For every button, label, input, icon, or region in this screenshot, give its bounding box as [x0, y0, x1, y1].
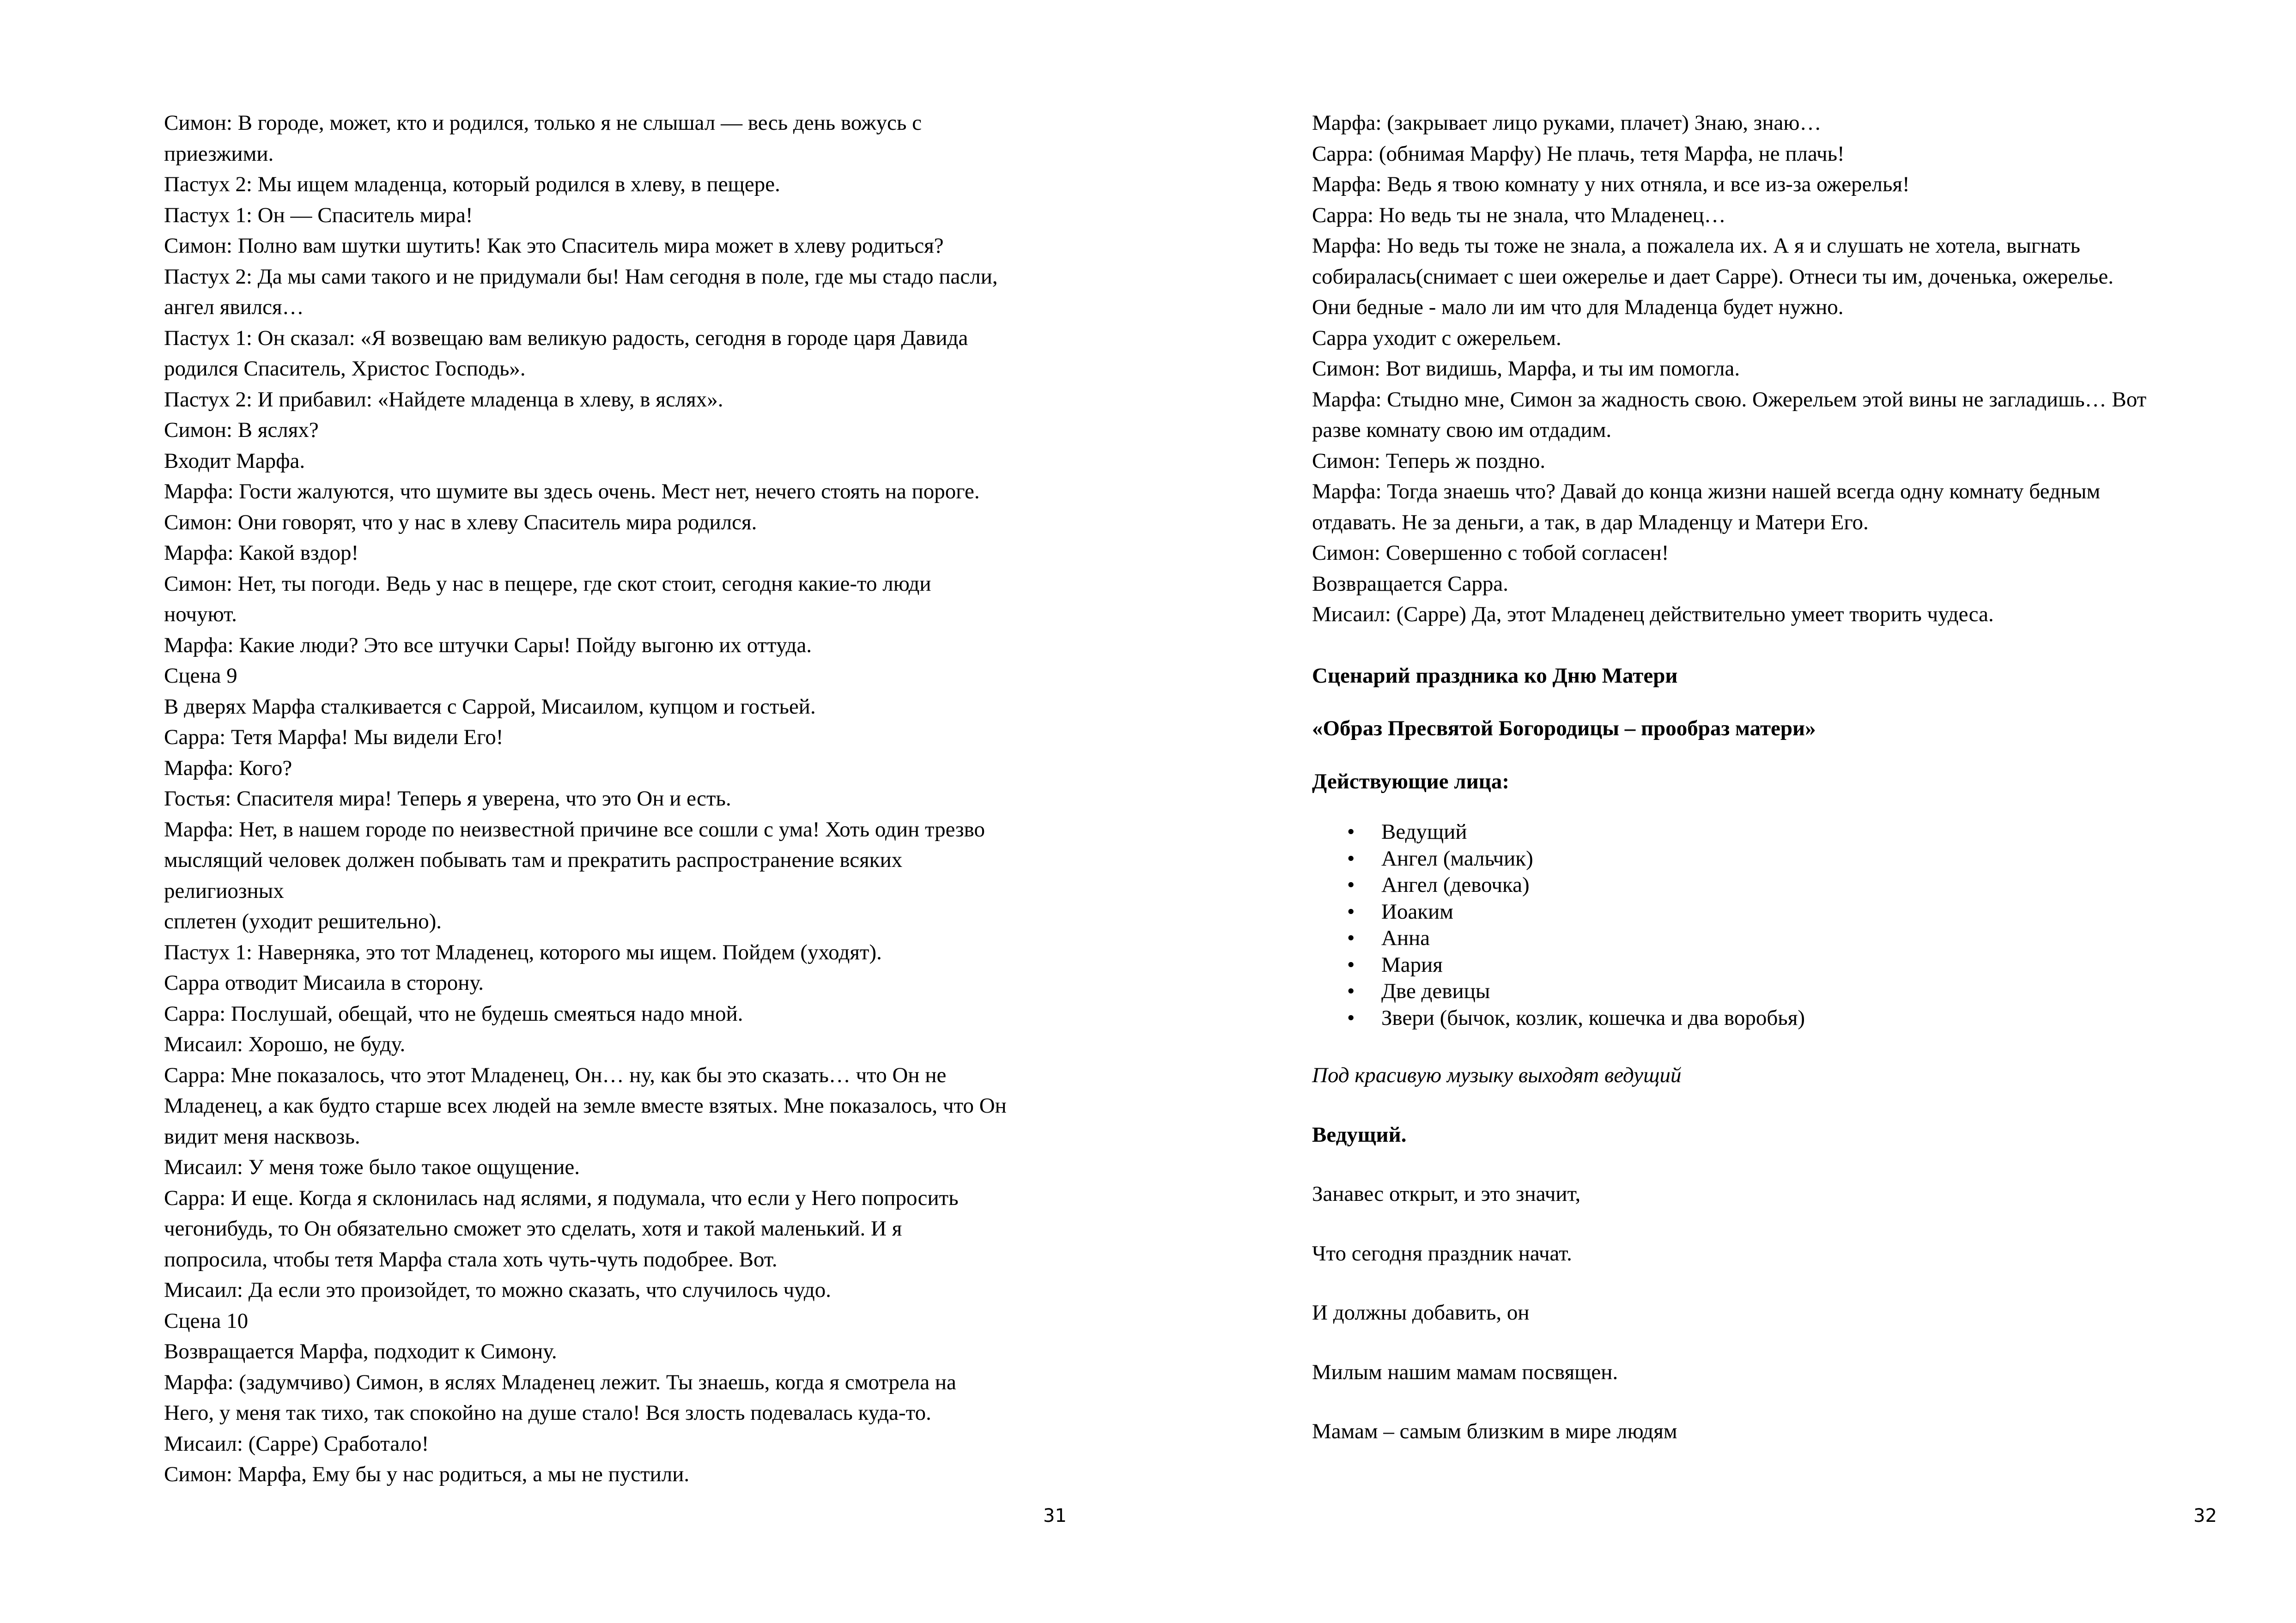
text-line: разве комнату свою им отдадим. — [1312, 418, 1612, 442]
text-line: Марфа: Какие люди? Это все штучки Сары! Пойду выгоню их оттуда. — [164, 633, 812, 657]
text-line: видит меня насквозь. — [164, 1124, 360, 1149]
text-line: Марфа: Но ведь ты тоже не знала, а пожалела их. А я и слушать не хотела, выгнать — [1312, 234, 2080, 258]
scene-heading: Сцена 9 — [164, 664, 237, 688]
text-line: Младенец, а как будто старше всех людей на земле вместе взятых. Мне показалось, что Он — [164, 1094, 1007, 1118]
text-line: ангел явился… — [164, 295, 304, 319]
text-line: приезжими. — [164, 141, 274, 166]
bullet-icon: • — [1347, 926, 1355, 950]
text-line: Сарра: Послушай, обещай, что не будешь смеяться надо мной. — [164, 1001, 743, 1026]
text-line: Симон: Марфа, Ему бы у нас родиться, а мы не пустили. — [164, 1462, 690, 1486]
spacer — [1312, 1091, 2231, 1120]
cast-member: Анна — [1381, 926, 1430, 950]
cast-member: Ангел (девочка) — [1381, 873, 1530, 897]
cast-list — [1312, 819, 2231, 1031]
spacer — [1312, 744, 2231, 766]
text-line: Марфа: Нет, в нашем городе по неизвестной причине все сошли с ума! Хоть один трезво — [164, 817, 985, 842]
bullet-icon: • — [1347, 846, 1355, 871]
text-line: Мисаил: Да если это произойдет, то можно сказать, что случилось чудо. — [164, 1278, 832, 1302]
text-line: Сарра уходит с ожерельем. — [1312, 326, 1561, 350]
bullet-icon: • — [1347, 820, 1355, 844]
text-line: Сарра отводит Мисаила в сторону. — [164, 971, 484, 995]
spacer — [1312, 1269, 2231, 1297]
text-line: В дверях Марфа сталкивается с Саррой, Мисаилом, купцом и гостьей. — [164, 694, 816, 719]
bullet-icon: • — [1347, 1005, 1355, 1030]
cast-list-item — [1312, 819, 2231, 846]
text-line: Пастух 2: Мы ищем младенца, который родился в хлеву, в пещере. — [164, 172, 780, 196]
spacer — [1312, 1031, 2231, 1060]
text-line: Марфа: Стыдно мне, Симон за жадность свою. Ожерельем этой вины не загладишь… Вот — [1312, 387, 2147, 412]
text-line: Пастух 1: Наверняка, это тот Младенец, которого мы ищем. Пойдем (уходят). — [164, 940, 882, 964]
cast-member: Мария — [1381, 952, 1443, 977]
text-line: Пастух 2: Да мы сами такого и не придумали бы! Нам сегодня в поле, где мы стадо пасли, — [164, 264, 998, 289]
cast-list-item — [1312, 952, 2231, 979]
text-line: Сарра: И еще. Когда я склонилась над яслями, я подумала, что если у Него попросить — [164, 1186, 959, 1210]
text-line: Они бедные - мало ли им что для Младенца будет нужно. — [1312, 295, 1844, 319]
text-line: религиозных — [164, 878, 284, 903]
text-line: Входит Марфа. — [164, 448, 305, 473]
spacer — [1312, 691, 2231, 713]
text-line: Сарра: (обнимая Марфу) Не плачь, тетя Марфа, не плачь! — [1312, 141, 1845, 166]
text-line: Пастух 1: Он — Спаситель мира! — [164, 203, 473, 227]
text-line: Симон: Вот видишь, Марфа, и ты им помогла. — [1312, 357, 1740, 381]
speaker-name: Ведущий. — [1312, 1122, 1407, 1147]
text-line: Сарра: Мне показалось, что этот Младенец, Он… ну, как бы это сказать… что Он не — [164, 1063, 947, 1087]
cast-list-item — [1312, 899, 2231, 926]
spacer — [1312, 1328, 2231, 1357]
spacer — [1312, 630, 2231, 660]
text-line: родился Спаситель, Христос Господь». — [164, 357, 526, 381]
cast-member: Две девицы — [1381, 979, 1490, 1003]
text-line: Симон: Полно вам шутки шутить! Как это Спаситель мира может в хлеву родиться? — [164, 234, 944, 258]
text-line: Симон: Они говорят, что у нас в хлеву Спаситель мира родился. — [164, 510, 757, 534]
verse-line: И должны добавить, он — [1312, 1301, 1530, 1325]
text-line: Марфа: (закрывает лицо руками, плачет) Знаю, знаю… — [1312, 111, 1822, 135]
text-line: ночуют. — [164, 602, 237, 626]
verse-line: Мамам – самым близким в мире людям — [1312, 1419, 1677, 1443]
cast-heading: Действующие лица: — [1312, 769, 1510, 793]
scene-heading: Сцена 10 — [164, 1308, 249, 1333]
text-line: Марфа: Какой вздор! — [164, 541, 359, 565]
cast-member: Звери (бычок, козлик, кошечка и два воробья) — [1381, 1005, 1805, 1030]
text-line: Мисаил: У меня тоже было такое ощущение. — [164, 1155, 580, 1179]
text-line: Марфа: Гости жалуются, что шумите вы здесь очень. Мест нет, нечего стоять на пороге. — [164, 479, 980, 503]
text-line: Симон: В городе, может, кто и родился, только я не слышал — весь день вожусь с — [164, 111, 922, 135]
bullet-icon: • — [1347, 952, 1355, 977]
spacer — [1312, 1210, 2231, 1238]
bullet-icon: • — [1347, 899, 1355, 924]
text-line: Пастух 1: Он сказал: «Я возвещаю вам великую радость, сегодня в городе царя Давида — [164, 326, 968, 350]
text-line: Возвращается Сарра. — [1312, 571, 1509, 596]
text-line: Марфа: Тогда знаешь что? Давай до конца жизни нашей всегда одну комнату бедным — [1312, 479, 2101, 503]
cast-member: Ангел (мальчик) — [1381, 846, 1533, 871]
text-line: попросила, чтобы тетя Марфа стала хоть чуть-чуть подобрее. Вот. — [164, 1247, 777, 1272]
text-line: Симон: Теперь ж поздно. — [1312, 448, 1546, 473]
script-subtitle: «Образ Пресвятой Богородицы – прообраз матери» — [1312, 716, 1816, 740]
script-text — [1312, 108, 2231, 1447]
text-line: Симон: В яслях? — [164, 418, 319, 442]
verse-line: Что сегодня праздник начат. — [1312, 1241, 1572, 1266]
cast-list-item — [1312, 925, 2231, 952]
spacer — [1312, 1387, 2231, 1416]
text-line: Мисаил: Хорошо, не буду. — [164, 1032, 406, 1056]
text-line: сплетен (уходит решительно). — [164, 909, 442, 933]
text-line: собиралась(снимает с шеи ожерелье и дает Сарре). Отнеси ты им, доченька, ожерелье. — [1312, 264, 2114, 289]
cast-list-item — [1312, 1005, 2231, 1032]
spacer — [1312, 797, 2231, 819]
stage-direction: Под красивую музыку выходят ведущий — [1312, 1063, 1682, 1087]
text-line: Мисаил: (Сарре) Да, этот Младенец действительно умеет творить чудеса. — [1312, 602, 1994, 626]
text-line: мыслящий человек должен побывать там и прекратить распространение всяких — [164, 848, 903, 872]
verse-line: Занавес открыт, и это значит, — [1312, 1182, 1581, 1206]
script-text — [164, 108, 1079, 1490]
text-line: Симон: Нет, ты погоди. Ведь у нас в пещере, где скот стоит, сегодня какие-то люди — [164, 571, 931, 596]
text-line: Него, у меня так тихо, так спокойно на душе стало! Вся злость подевалась куда-то. — [164, 1401, 931, 1425]
page-32 — [1148, 0, 2296, 1623]
spacer — [1312, 1150, 2231, 1179]
cast-member: Ведущий — [1381, 820, 1467, 844]
bullet-icon: • — [1347, 873, 1355, 897]
text-line: Марфа: Кого? — [164, 756, 292, 780]
text-line: Симон: Совершенно с тобой согласен! — [1312, 541, 1669, 565]
text-line: Марфа: Ведь я твою комнату у них отняла, и все из-за ожерелья! — [1312, 172, 1910, 196]
script-title: Сценарий праздника ко Дню Матери — [1312, 663, 1678, 688]
cast-list-item — [1312, 978, 2231, 1005]
page-number: 31 — [1043, 1505, 1067, 1526]
bullet-icon: • — [1347, 979, 1355, 1003]
text-line: Гостья: Спасителя мира! Теперь я уверена, что это Он и есть. — [164, 787, 731, 811]
cast-member: Иоаким — [1381, 899, 1454, 924]
cast-list-item — [1312, 872, 2231, 899]
text-line: Сарра: Тетя Марфа! Мы видели Его! — [164, 725, 504, 749]
page-number: 32 — [2193, 1505, 2217, 1526]
text-line: Пастух 2: И прибавил: «Найдете младенца в хлеву, в яслях». — [164, 387, 723, 412]
text-line: Марфа: (задумчиво) Симон, в яслях Младенец лежит. Ты знаешь, когда я смотрела на — [164, 1370, 956, 1394]
verse-line: Милым нашим мамам посвящен. — [1312, 1360, 1618, 1384]
cast-list-item — [1312, 846, 2231, 872]
text-line: Сарра: Но ведь ты не знала, что Младенец… — [1312, 203, 1726, 227]
text-line: Мисаил: (Сарре) Сработало! — [164, 1431, 429, 1456]
text-line: чегонибудь, то Он обязательно сможет это сделать, хотя и такой маленький. И я — [164, 1217, 902, 1241]
text-line: отдавать. Не за деньги, а так, в дар Младенцу и Матери Его. — [1312, 510, 1869, 534]
text-line: Возвращается Марфа, подходит к Симону. — [164, 1339, 557, 1363]
